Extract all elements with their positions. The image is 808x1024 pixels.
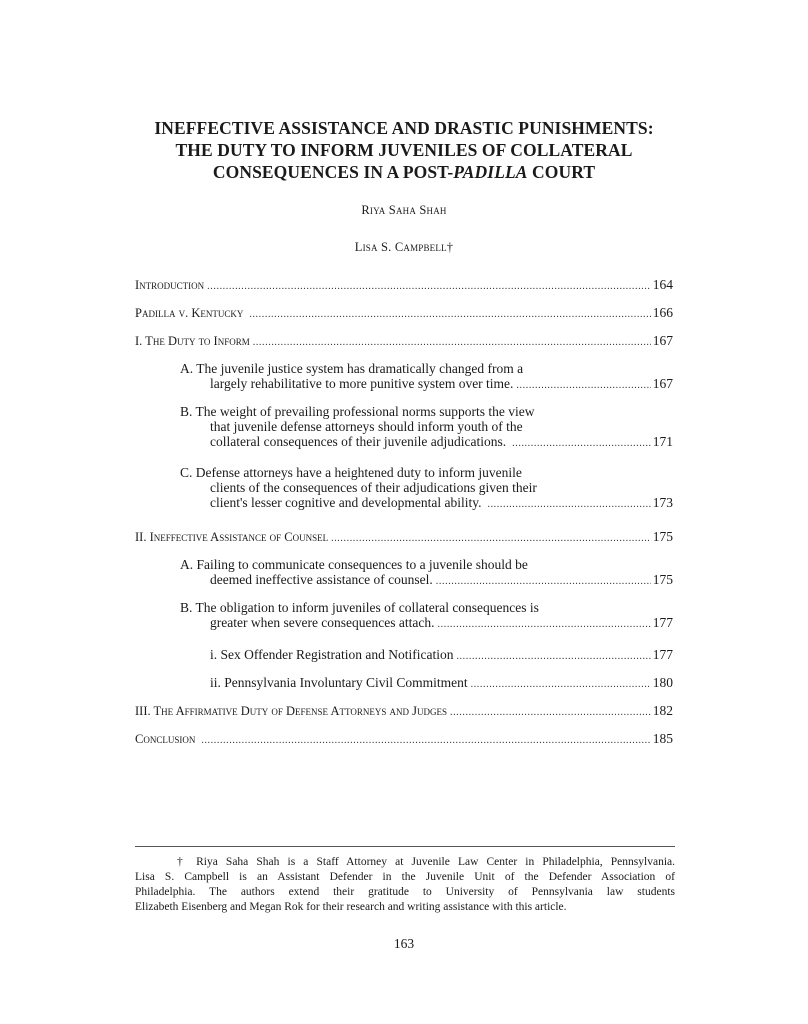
toc-page-number: 167 — [652, 333, 673, 348]
toc-leader — [207, 277, 651, 294]
toc-page-number: 182 — [652, 703, 673, 718]
toc-entry-label-cont: collateral consequences of their juvenile adjudications. — [210, 434, 507, 449]
toc-entry-part-ii-b-i[interactable] — [135, 647, 673, 664]
toc-page-number: 171 — [652, 434, 673, 449]
toc-leader — [436, 572, 651, 589]
toc-entry-label: A. The juvenile justice system has dramatically changed from a — [180, 361, 524, 376]
footnote-divider — [135, 846, 675, 847]
toc-page-number: 175 — [652, 572, 673, 587]
author-2 — [100, 240, 708, 255]
toc-entry-part-ii-b-ii[interactable] — [135, 675, 673, 692]
toc-entry-introduction[interactable] — [135, 277, 673, 294]
toc-entry-part-i[interactable] — [135, 333, 673, 350]
toc-entry-part-ii-a[interactable] — [135, 557, 673, 589]
article-title — [100, 117, 708, 183]
toc-entry-part-i-b[interactable] — [135, 404, 673, 451]
toc-leader — [438, 615, 651, 632]
toc-entry-conclusion[interactable] — [135, 731, 673, 748]
toc-entry-part-i-c[interactable] — [135, 465, 673, 512]
toc-leader — [201, 731, 650, 748]
author-footnote — [135, 855, 675, 915]
title-line-3-prefix: CONSEQUENCES IN A POST- — [212, 162, 454, 182]
footnote-line: † Riya Saha Shah is a Staff Attorney at Juvenile Law Center in Philadelphia, Pennsylvania. — [177, 856, 675, 868]
toc-leader — [512, 434, 651, 451]
toc-entry-label: A. Failing to communicate consequences to a juvenile should be — [180, 557, 528, 572]
toc-entry-label: B. The obligation to inform juveniles of collateral consequences is — [180, 600, 539, 615]
title-case-name: PADILLA — [453, 162, 528, 182]
toc-page-number: 164 — [652, 277, 673, 292]
toc-entry-label: C. Defense attorneys have a heightened duty to inform juvenile — [180, 465, 522, 480]
title-line-2: THE DUTY TO INFORM JUVENILES OF COLLATERAL — [175, 140, 633, 160]
toc-entry-part-i-a[interactable] — [135, 361, 673, 393]
toc-entry-label: Padilla v. Kentucky — [135, 306, 244, 320]
toc-leader — [331, 529, 651, 546]
toc-entry-part-iii[interactable] — [135, 703, 673, 720]
toc-page-number: 175 — [652, 529, 673, 544]
toc-entry-label-cont: that juvenile defense attorneys should inform youth of the — [210, 419, 523, 434]
toc-page-number: 167 — [652, 376, 673, 391]
page-number: 163 — [393, 936, 415, 951]
toc-page-number: 177 — [652, 615, 673, 630]
toc-entry-part-ii[interactable] — [135, 529, 673, 546]
toc-leader — [516, 376, 650, 393]
toc-entry-label: I. The Duty to Inform — [135, 334, 250, 348]
author-1 — [100, 203, 708, 218]
author-1-name: Riya Saha Shah — [361, 203, 447, 217]
toc-entry-label-cont: client's lesser cognitive and developmental ability. — [210, 495, 482, 510]
toc-leader — [253, 333, 651, 350]
toc-page-number: 173 — [652, 495, 673, 510]
toc-leader — [456, 647, 650, 664]
title-line-1: INEFFECTIVE ASSISTANCE AND DRASTIC PUNISHMENTS: — [154, 118, 654, 138]
author-2-footnote-mark: † — [446, 240, 454, 254]
toc-page-number: 180 — [652, 675, 673, 690]
toc-leader — [487, 495, 650, 512]
toc-entry-label: Introduction — [135, 278, 205, 292]
footnote-line: Elizabeth Eisenberg and Megan Rok for their research and writing assistance with this article. — [135, 901, 567, 913]
toc-entry-label-cont: clients of the consequences of their adjudications given their — [210, 480, 537, 495]
toc-leader — [450, 703, 651, 720]
toc-page-number: 185 — [652, 731, 673, 746]
footnote-line: Philadelphia. The authors extend their gratitude to University of Pennsylvania law students — [135, 886, 675, 898]
toc-entry-label-cont: largely rehabilitative to more punitive system over time. — [210, 376, 514, 391]
title-line-3-suffix: COURT — [527, 162, 596, 182]
toc-entry-label: Conclusion — [135, 732, 196, 746]
toc-entry-label: ii. Pennsylvania Involuntary Civil Commitment — [210, 675, 468, 690]
toc-entry-label: III. The Affirmative Duty of Defense Attorneys and Judges — [135, 704, 447, 718]
toc-entry-label: B. The weight of prevailing professional norms supports the view — [180, 404, 535, 419]
footnote-line: Lisa S. Campbell is an Assistant Defender in the Juvenile Unit of the Defender Association of — [135, 871, 675, 883]
toc-page-number: 177 — [652, 647, 673, 662]
toc-entry-label-cont: deemed ineffective assistance of counsel. — [210, 572, 433, 587]
toc-entry-part-ii-b[interactable] — [135, 600, 673, 632]
toc-leader — [249, 305, 650, 322]
toc-entry-label-cont: greater when severe consequences attach. — [210, 615, 435, 630]
author-2-name: Lisa S. Campbell — [354, 240, 447, 254]
toc-page-number: 166 — [652, 305, 673, 320]
title-line-3 — [100, 161, 708, 183]
toc-entry-label: II. Ineffective Assistance of Counsel — [135, 530, 329, 544]
toc-entry-padilla[interactable] — [135, 305, 673, 322]
toc-entry-label: i. Sex Offender Registration and Notification — [210, 647, 454, 662]
toc-leader — [471, 675, 651, 692]
